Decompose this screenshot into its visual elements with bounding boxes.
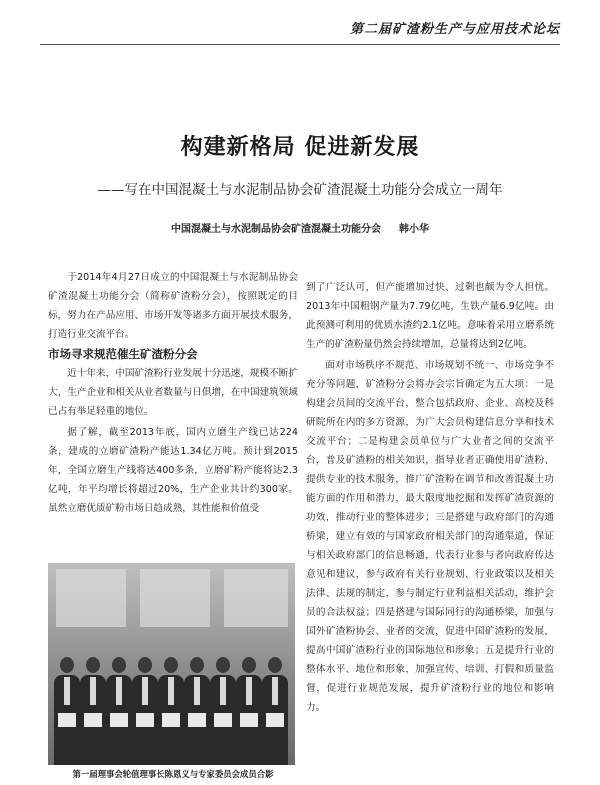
right-column bbox=[306, 278, 554, 719]
running-header: 第二届矿渣粉生产与应用技术论坛 bbox=[349, 22, 560, 37]
paragraph-1: 近十年来，中国矿渣粉行业发展十分迅速，规模不断扩大，生产企业和相关从业者数量与日俱增，在中国建筑领域已占有举足轻重的地位。 bbox=[48, 368, 298, 417]
group-photo bbox=[48, 563, 295, 765]
photo-person bbox=[106, 657, 132, 765]
photo-person bbox=[158, 657, 184, 765]
left-column bbox=[48, 268, 298, 520]
photo-person bbox=[236, 657, 262, 765]
photo-person bbox=[54, 657, 80, 765]
section-heading: 市场寻求规范催生矿渣粉分会 bbox=[48, 347, 198, 361]
paragraph-2: 据了解，截至2013年底，国内立磨生产线已达224条，建成的立磨矿渣粉产能达1.34亿万吨。预计到2015年，全国立磨生产线将达400多条，立磨矿粉产能将达2.3亿吨，年平均增长将超过20%，生产企业共计约300家。虽然立磨优质矿粉市场日趋成熟，其性能和价值受 bbox=[48, 427, 298, 514]
photo-background-window bbox=[56, 569, 126, 627]
continued-paragraph: 到了广泛认可，但产能增加过快、过剩也颇为令人担忧。2013年中国粗钢产量为7.79亿吨，生铁产量6.9亿吨。由此预测可利用的优质水渣约2.1亿吨。意味着采用立磨系统生产的矿渣粉量仍然会持续增加，总量将达到2亿吨。 bbox=[306, 282, 554, 350]
intro-paragraph: 于2014年4月27日成立的中国混凝土与水泥制品协会矿渣混凝土功能分会（简称矿渣粉分会），按照既定的目标，努力在产品应用、市场开发等诸多方面开展技术服务，打造行业交流平台。 bbox=[48, 272, 298, 340]
affiliation: 中国混凝土与水泥制品协会矿渣混凝土功能分会 bbox=[171, 224, 381, 235]
photo-background-window bbox=[140, 569, 210, 627]
paragraph-3: 面对市场秩序不规范、市场规划不统一、市场竞争不充分等问题，矿渣粉分会将办会宗旨确定为五大项：一是构建会员间的交流平台，整合包括政府、企业、高校及科研院所在内的多方资源，为广大会员构建信息分享和技术交流平台；二是构建会员单位与广大业者之间的交流平台，普及矿渣粉的相关知识，指导业者正确使用矿渣粉、提供专业的技术服务，推广矿渣粉在调节和改善混凝土功能方面的作用和潜力，最大限度地挖掘和发挥矿渣资源的功效，推动行业的整体进步；三是搭建与政府部门的沟通桥梁，建立有效的与国家政府相关部门的沟通渠道，保证与相关政府部门的信息畅通，代表行业参与者向政府传达意见和建议，参与政府有关行业规划、行业政策以及相关法律、法规的制定，参与制定行业利益相关活动，维护会员的合法权益；四是搭建与国际同行的沟通桥梁，加强与国外矿渣粉协会、业者的交流，促进中国矿渣粉的发展，提高中国矿渣粉行业的国际地位和形象；五是提升行业的整体水平、地位和形象，加强宣传、培训、打假和质量监督，促进行业规范发展，提升矿渣粉行业的地位和影响力。 bbox=[306, 360, 554, 713]
photo-caption: 第一届理事会轮值理事长陈恩义与专家委员会成员合影 bbox=[72, 769, 274, 779]
photo-person bbox=[132, 657, 158, 765]
article-subtitle: ——写在中国混凝土与水泥制品协会矿渣混凝土功能分会成立一周年 bbox=[97, 182, 503, 198]
author-name: 韩小华 bbox=[399, 224, 429, 235]
photo-person bbox=[80, 657, 106, 765]
photo-background-window bbox=[224, 569, 288, 627]
photo-person bbox=[210, 657, 236, 765]
header-rule bbox=[40, 44, 560, 45]
article-title: 构建新格局 促进新发展 bbox=[180, 135, 420, 160]
byline bbox=[0, 220, 600, 235]
photo-person bbox=[184, 657, 210, 765]
photo-person bbox=[262, 657, 288, 765]
